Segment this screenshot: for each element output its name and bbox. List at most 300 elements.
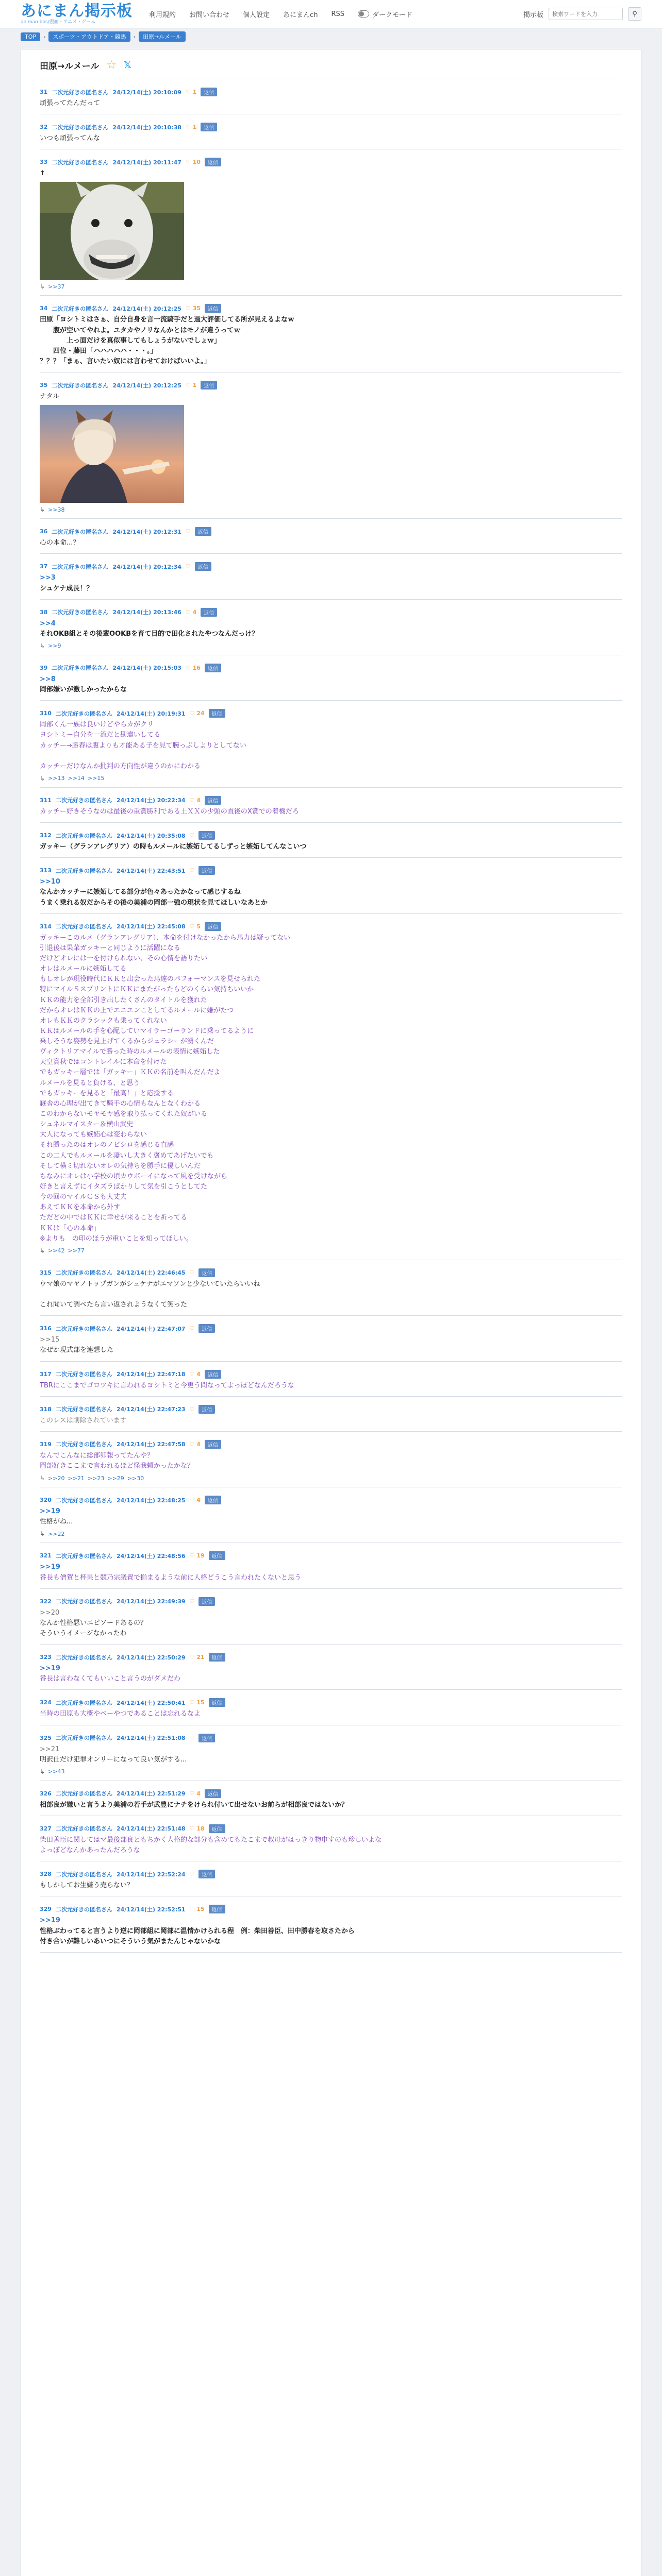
reply-button[interactable]: 返信: [198, 1405, 215, 1414]
post-body: [40, 674, 622, 695]
post-body: [40, 1335, 622, 1355]
post-text-line: 柴田善臣に関してはマ最後部良ともちかく人格的な部分も含めてもたこまで叔母がはっきり物申すのも珍しいよな: [40, 1836, 382, 1844]
post-text-line: あえてＫＫを本命から外す: [40, 1204, 121, 1212]
reply-button[interactable]: 返信: [198, 866, 215, 875]
reply-link[interactable]: >>29: [107, 1475, 124, 1482]
poster-name: 二次元好きの匿名さん: [52, 528, 109, 535]
thread-header: [40, 59, 622, 78]
post: [40, 830, 622, 858]
post-text-line: もしオレが現役時代にＫＫと出会った馬達のパフォーマンスを見せられた: [40, 975, 260, 984]
post-number[interactable]: 34: [40, 305, 48, 312]
post-meta: [40, 562, 622, 571]
post-date: 24/12/14(土) 20:13:46: [112, 609, 181, 616]
search-icon[interactable]: ⚲: [628, 7, 641, 21]
horse-photo[interactable]: [40, 182, 184, 280]
post-text-line: これ聞いて調べたら言い返されようなくて笑った: [40, 1301, 188, 1309]
reply-link[interactable]: >>23: [87, 1475, 105, 1482]
nav-animanch[interactable]: あにまんch: [283, 11, 318, 19]
post-number[interactable]: 33: [40, 159, 48, 166]
like-button[interactable]: ♡ 4: [189, 1370, 201, 1378]
post: [40, 1369, 622, 1397]
reply-button[interactable]: 返信: [201, 381, 217, 389]
poster-name: 二次元好きの匿名さん: [55, 1735, 112, 1742]
poster-name: 二次元好きの匿名さん: [55, 1497, 112, 1504]
post-body: [40, 1562, 622, 1583]
post: [40, 1439, 622, 1487]
reply-button[interactable]: 返信: [205, 922, 221, 931]
post-date: 24/12/14(土) 22:51:08: [116, 1735, 186, 1742]
post: [40, 526, 622, 554]
post-date: 24/12/14(土) 20:12:25: [112, 382, 181, 389]
post-text-line: 田原「ヨシトミはさぁ、自分自身を言一流騎手だと過大評価してる所が見えるよなｗ: [40, 316, 295, 324]
post-number[interactable]: 319: [40, 1440, 52, 1448]
like-button[interactable]: ♡ 4: [189, 796, 201, 804]
post-body: [40, 1451, 622, 1471]
post-text-line: ただどの中ではＫＫに幸せが来ることを祈ってる: [40, 1214, 188, 1222]
post-number[interactable]: 39: [40, 664, 48, 671]
post-text-line: 好きと言えずにイタズラばかりして気を引こうとしてた: [40, 1183, 208, 1191]
post-number[interactable]: 325: [40, 1734, 52, 1741]
post-date: 24/12/14(土) 20:10:09: [112, 89, 181, 96]
post: [40, 607, 622, 655]
reply-button[interactable]: 返信: [205, 1440, 221, 1449]
like-button[interactable]: ♡ 24: [189, 710, 205, 717]
like-button[interactable]: ♡: [189, 1269, 195, 1276]
post-date: 24/12/14(土) 22:47:07: [116, 1325, 186, 1332]
post-text-line: なんかカッチーに嫉妬してる部分が色々あったかなって感じするね: [40, 888, 241, 896]
post-text-line: それOKB組とその後輩OOKBを育て目的で田化されたやつなんだっけ？: [40, 630, 259, 638]
reply-button[interactable]: 返信: [201, 88, 217, 96]
reply-link[interactable]: >>21: [68, 1475, 85, 1482]
post-text-line: 特にマイルＳスプリントにＫＫにまたがったらどのくらい気持ちいいか: [40, 986, 254, 994]
reply-link[interactable]: >>9: [48, 642, 61, 650]
reply-links: [40, 642, 622, 650]
post: [40, 1550, 622, 1588]
post-text-line: ちなみにオレは小学校の頃カウボーイになって風を受けながら: [40, 1172, 228, 1180]
post-text-line: このレスは削除されています: [40, 1416, 127, 1425]
site-header: [0, 0, 662, 28]
like-button[interactable]: ♡ 15: [189, 1906, 205, 1913]
post: [40, 1323, 622, 1361]
post-number[interactable]: 38: [40, 608, 48, 616]
reply-anchor-link[interactable]: >>8: [40, 675, 56, 683]
like-button[interactable]: ♡ 4: [189, 1440, 201, 1448]
post-text-line: でもガッキー層では「ガッキー」ＫＫの名前を叫んだんだよ: [40, 1069, 221, 1077]
reply-button[interactable]: 返信: [205, 1496, 221, 1504]
reply-links: [40, 1247, 622, 1255]
post-text-line: TBRにここまでゴロツキに言われるヨシトミと今更う問なってよっぽどなんだろうな: [40, 1381, 294, 1389]
post-text-line: 性格ぶわってると言うより逆に岡部組に岡部に温情かけられる程 例：柴田善臣、田中勝春を取さたから: [40, 1927, 355, 1935]
post-meta: [40, 709, 622, 718]
post-text-line: [40, 751, 622, 761]
post-meta: [40, 88, 622, 96]
post: [40, 122, 622, 149]
poster-name: 二次元好きの匿名さん: [55, 1552, 112, 1560]
reply-link[interactable]: >>15: [87, 775, 105, 782]
post-date: 24/12/14(土) 20:15:03: [112, 665, 181, 672]
reply-button[interactable]: 返信: [209, 1824, 225, 1833]
reply-button[interactable]: 返信: [198, 831, 215, 840]
reply-anchor-link[interactable]: >>3: [40, 574, 56, 582]
reply-anchor-link[interactable]: >>19: [40, 1917, 60, 1925]
post-text-line: ヴィクトリアマイルで勝った時のルメールの表情に嫉妬した: [40, 1048, 220, 1056]
post-number[interactable]: 321: [40, 1552, 52, 1560]
logo-title: あにまん掲示板: [21, 2, 133, 20]
post-number[interactable]: 328: [40, 1871, 52, 1878]
poster-name: 二次元好きの匿名さん: [52, 305, 109, 312]
reply-link[interactable]: >>30: [127, 1475, 144, 1482]
reply-button[interactable]: 返信: [198, 1870, 215, 1878]
reply-arrow-icon: ↳: [40, 774, 45, 782]
like-button[interactable]: ♡ 4: [189, 1790, 201, 1797]
reply-button[interactable]: 返信: [205, 1370, 221, 1379]
post-number[interactable]: 32: [40, 124, 48, 131]
post-meta: [40, 831, 622, 840]
anime-girl-illustration[interactable]: [40, 405, 184, 503]
post-text-line: だからオレはＫＫの上でエニエンことしてるルメールに嫌がたつ: [40, 1006, 234, 1014]
post: [40, 1823, 622, 1861]
reply-links: [40, 506, 622, 513]
reply-button[interactable]: 返信: [205, 158, 221, 166]
search-scope-label: 掲示板: [523, 11, 543, 19]
reply-button[interactable]: 返信: [201, 608, 217, 617]
post-number[interactable]: 329: [40, 1906, 52, 1913]
breadcrumb-separator: ›: [43, 33, 46, 40]
post-body: [40, 1279, 622, 1310]
post-number[interactable]: 317: [40, 1370, 52, 1378]
like-button[interactable]: ♡: [189, 832, 195, 839]
post-number[interactable]: 327: [40, 1825, 52, 1832]
post-text-line: だけどオレには一を付けられない、その心情を語りたい: [40, 954, 208, 962]
post-text-line: この二人でもルメールを凄いし大きく褒めてあげたいでも: [40, 1151, 214, 1160]
post-text-line: ヨシトミー自分を一流だと勘違いしてる: [40, 731, 161, 739]
reply-anchor-link[interactable]: >>4: [40, 619, 56, 628]
header-nav: [149, 9, 412, 19]
post-number[interactable]: 35: [40, 382, 48, 389]
reply-link[interactable]: >>42: [48, 1247, 65, 1255]
post-text-line: なんか性格悪いエピソードあるの？: [40, 1619, 147, 1627]
poster-name: 二次元好きの匿名さん: [52, 89, 109, 96]
like-button[interactable]: ♡: [189, 1871, 195, 1878]
reply-button[interactable]: 返信: [195, 527, 211, 536]
like-button[interactable]: ♡: [189, 867, 195, 874]
post-body: [40, 1608, 622, 1639]
post-date: 24/12/14(土) 22:48:56: [116, 1552, 186, 1560]
post-date: 24/12/14(土) 22:46:45: [116, 1269, 186, 1277]
post-body: [40, 315, 622, 367]
dark-mode-toggle[interactable]: [358, 9, 412, 19]
reply-arrow-icon: ↳: [40, 1475, 45, 1482]
post-body: [40, 1664, 622, 1684]
post-date: 24/12/14(土) 20:19:31: [116, 710, 186, 717]
post-number[interactable]: 313: [40, 867, 52, 874]
post-number[interactable]: 320: [40, 1497, 52, 1504]
reply-arrow-icon: ↳: [40, 506, 45, 514]
reply-link[interactable]: >>20: [48, 1475, 65, 1482]
post-meta: [40, 158, 622, 166]
post-date: 24/12/14(土) 20:22:34: [116, 797, 186, 804]
post-date: 24/12/14(土) 22:47:58: [116, 1441, 186, 1448]
like-button[interactable]: ♡ 15: [189, 1699, 205, 1706]
post-text-line: 大人になっても嫉妬心は変わらない: [40, 1131, 147, 1139]
poster-name: 二次元好きの匿名さん: [55, 1371, 112, 1378]
like-button[interactable]: ♡ 1: [185, 382, 197, 389]
post: [40, 1652, 622, 1690]
poster-name: 二次元好きの匿名さん: [52, 665, 109, 672]
like-button[interactable]: ♡ 19: [189, 1552, 205, 1560]
post-text-line: ※よりも の印のほうが重いことを知ってほしい。: [40, 1234, 193, 1243]
post-body: [40, 98, 622, 109]
post-meta: [40, 381, 622, 389]
post-meta: [40, 1496, 622, 1504]
reply-button[interactable]: 返信: [205, 796, 221, 805]
like-button[interactable]: ♡ 35: [185, 305, 201, 312]
post-text-line: よっぽどなんかあったんだろうな: [40, 1846, 140, 1855]
post-number[interactable]: 311: [40, 796, 52, 804]
post-text-line: いつも頑張ってんな: [40, 134, 101, 143]
star-icon[interactable]: ☆: [106, 58, 117, 72]
reply-button[interactable]: 返信: [205, 664, 221, 672]
post-text-line: でもガッキーを見ると「最高！」と応援する: [40, 1089, 174, 1097]
poster-name: 二次元好きの匿名さん: [55, 1441, 112, 1448]
post-number[interactable]: 31: [40, 89, 48, 95]
post-number[interactable]: 37: [40, 563, 48, 570]
poster-name: 二次元好きの匿名さん: [52, 609, 109, 616]
post-text-line: 岡部嫌いが激しかったからな: [40, 686, 127, 694]
post-body: [40, 133, 622, 144]
like-button[interactable]: ♡: [189, 1598, 195, 1605]
post-meta: [40, 922, 622, 931]
post-meta: [40, 1405, 622, 1414]
post-text-line: 腹が空いてやれよ。ユタカやノリなんかとはモノが違うってｗ: [40, 326, 241, 334]
post: [40, 865, 622, 913]
reply-button[interactable]: 返信: [209, 1698, 225, 1707]
post-meta: [40, 1870, 622, 1878]
like-button[interactable]: ♡ 4: [189, 1497, 201, 1504]
post-number[interactable]: 316: [40, 1325, 52, 1332]
post-date: 24/12/14(土) 22:50:41: [116, 1699, 186, 1706]
nav-rss[interactable]: RSS: [331, 10, 344, 18]
post-body: [40, 1709, 622, 1719]
post-meta: [40, 1370, 622, 1379]
post-body: [40, 1916, 622, 1946]
reply-button[interactable]: 返信: [209, 1905, 225, 1913]
post-number[interactable]: 323: [40, 1654, 52, 1661]
post: [40, 1904, 622, 1952]
poster-name: 二次元好きの匿名さん: [55, 1871, 112, 1878]
post: [40, 1495, 622, 1543]
like-button[interactable]: ♡: [185, 563, 191, 570]
breadcrumb-thread[interactable]: 田原→ルメール: [139, 31, 186, 42]
post-text-line: >>20: [40, 1608, 60, 1617]
post-date: 24/12/14(土) 20:12:34: [112, 563, 181, 570]
poster-name: 二次元好きの匿名さん: [55, 1790, 112, 1798]
post-text-line: ガッキーこのルメ（グランアレグリア）、本命を付けなかったから馬力は疑ってない: [40, 934, 291, 942]
post-text-line: オレはルメールに嫉妬してる: [40, 965, 127, 973]
search-input[interactable]: [549, 8, 623, 20]
post-text-line: ？？？「まぁ、言いたい奴には言わせておけばいいよ。」: [40, 357, 211, 365]
toggle-switch-icon: [358, 10, 369, 18]
post-text-line: カッチーだけなんか批判の方向性が違うのかにわかる: [40, 762, 201, 770]
post-text-line: ↑: [40, 170, 45, 178]
reply-anchor-link[interactable]: >>19: [40, 1507, 60, 1516]
post-number[interactable]: 314: [40, 923, 52, 930]
post-body: [40, 619, 622, 639]
reply-link[interactable]: >>22: [48, 1530, 65, 1537]
post-text-line: シュネルマイスター＆横山武史: [40, 1121, 134, 1129]
post-date: 24/12/14(土) 22:52:51: [116, 1906, 186, 1913]
reply-button[interactable]: 返信: [209, 1653, 225, 1662]
post-body: [40, 933, 622, 1244]
poster-name: 二次元好きの匿名さん: [55, 1598, 112, 1605]
reply-arrow-icon: ↳: [40, 1247, 45, 1255]
post-text-line: ＫＫは「心の本命」: [40, 1224, 101, 1232]
reply-button[interactable]: 返信: [198, 1734, 215, 1742]
post-text-line: そういうイメージなかったわ: [40, 1629, 127, 1637]
reply-anchor-link[interactable]: >>10: [40, 878, 60, 886]
poster-name: 二次元好きの匿名さん: [55, 1699, 112, 1706]
post-text-line: 岡部くん一族は良いけどやらカがクリ: [40, 721, 154, 729]
post-text-line: 相部良が嫌いと言うより美浦の若手が武豊にナチをけられ付いて出せないお前らが相部良ではないか？: [40, 1801, 349, 1809]
poster-name: 二次元好きの匿名さん: [55, 1825, 112, 1833]
post: [40, 157, 622, 296]
post-text-line: 上っ面だけを真似事してもしょうがないでしょｗ」: [40, 336, 221, 345]
post-meta: [40, 866, 622, 875]
post-text-line: 頑張ってたんだって: [40, 99, 101, 107]
post-text-line: そして横ミ切れないオレの気持ちを勝手に優しいんだ: [40, 1162, 201, 1170]
post-body: [40, 807, 622, 817]
reply-button[interactable]: 返信: [198, 1324, 215, 1333]
reply-link[interactable]: >>13: [48, 775, 65, 782]
reply-button[interactable]: 返信: [205, 1789, 221, 1798]
post-body: [40, 842, 622, 852]
like-button[interactable]: ♡: [189, 1405, 195, 1413]
post-body: [40, 1835, 622, 1856]
post-text-line: 厩舎の心理が出てきて騎手の心情もなんとなくわかる: [40, 1099, 201, 1108]
post-text-line: [40, 1290, 622, 1300]
reply-anchor-link[interactable]: >>19: [40, 1563, 60, 1571]
like-button[interactable]: ♡ 18: [189, 1825, 205, 1832]
poster-name: 二次元好きの匿名さん: [55, 923, 112, 930]
reply-button[interactable]: 返信: [198, 1597, 215, 1606]
post-body: [40, 1880, 622, 1891]
reply-button[interactable]: 返信: [198, 1268, 215, 1277]
reply-links: [40, 1768, 622, 1775]
like-button[interactable]: ♡: [185, 528, 191, 535]
post-text-line: ガッキー（グランアレグリア）の時もルメールに嫉妬してるしずっと嫉妬してんなこいつ: [40, 843, 307, 851]
post-body: [40, 877, 622, 908]
post-number[interactable]: 36: [40, 528, 48, 535]
post-date: 24/12/14(土) 22:47:18: [116, 1371, 186, 1378]
post-meta: [40, 1551, 622, 1560]
reply-button[interactable]: 返信: [195, 562, 211, 571]
post: [40, 1404, 622, 1432]
post-number[interactable]: 318: [40, 1405, 52, 1413]
reply-arrow-icon: ↳: [40, 1768, 45, 1775]
post: [40, 561, 622, 599]
post-number[interactable]: 326: [40, 1790, 52, 1797]
post-text-line: カッチー好きそうなのは最後の重賞勝利である土ＸＸの少頭の直後のX賞での着機だろ: [40, 807, 299, 816]
post-text-line: 付き合いが難しいあいつにそういう気がまたんじゃないかな: [40, 1937, 221, 1945]
post-text-line: 明訳仕だけ犯罪オンリーになって良い気がする...: [40, 1755, 187, 1764]
reply-button[interactable]: 返信: [201, 123, 217, 131]
post-text-line: このわからないモヤモヤ感を取り払ってくれた奴がいる: [40, 1110, 208, 1118]
post-number[interactable]: 315: [40, 1269, 52, 1276]
post-body: [40, 573, 622, 594]
post-date: 24/12/14(土) 22:49:39: [116, 1598, 186, 1605]
poster-name: 二次元好きの匿名さん: [55, 797, 112, 804]
breadcrumb-category[interactable]: スポーツ・アウトドア・競馬: [48, 31, 130, 42]
poster-name: 二次元好きの匿名さん: [55, 867, 112, 874]
post: [40, 1596, 622, 1645]
like-button[interactable]: ♡ 5: [189, 923, 201, 930]
nav-settings[interactable]: 個人設定: [243, 11, 270, 19]
reply-link[interactable]: >>43: [48, 1768, 65, 1775]
post-number[interactable]: 312: [40, 832, 52, 839]
site-logo[interactable]: [21, 4, 133, 25]
nav-terms[interactable]: 利用規約: [149, 11, 176, 19]
nav-contact[interactable]: お問い合わせ: [189, 11, 230, 19]
reply-button[interactable]: 返信: [205, 304, 221, 313]
like-button[interactable]: ♡ 1: [185, 89, 197, 95]
like-button[interactable]: ♡ 16: [185, 664, 201, 671]
post-number[interactable]: 310: [40, 710, 52, 717]
post-text-line: 今の回のマイルＣＳも大丈夫: [40, 1193, 127, 1201]
post-text-line: カッチー→勝春は腹よりも才能ある子を見て腕っぷしよりとしてない: [40, 741, 246, 750]
reply-link[interactable]: >>38: [48, 506, 65, 513]
post-date: 24/12/14(土) 20:10:38: [112, 124, 181, 131]
post-text-line: オレもＫＫのクラシックも乗ってくれない: [40, 1016, 167, 1025]
like-button[interactable]: ♡: [189, 1325, 195, 1332]
reply-links: [40, 775, 622, 782]
like-button[interactable]: ♡ 10: [185, 159, 201, 166]
twitter-icon[interactable]: 𝕏: [124, 59, 131, 71]
like-button[interactable]: ♡ 4: [185, 608, 197, 616]
reply-links: [40, 1475, 622, 1482]
reply-link[interactable]: >>37: [48, 283, 65, 290]
post-text-line: うまく乗れる奴だからその後の美浦の岡部一強の現状を見てほしいなあとか: [40, 899, 268, 907]
post-text-line: ＫＫはルメールの手を心配していマイラーゴーランドに乗ってるように: [40, 1027, 254, 1035]
post-text-line: 岡部好きここまで言われるほど怪我頼かったかな？: [40, 1462, 194, 1470]
like-button[interactable]: ♡ 21: [189, 1654, 205, 1661]
thread-title: 田原→ルメール: [40, 61, 100, 72]
post: [40, 708, 622, 788]
post-text-line: 心の本命...？: [40, 539, 80, 547]
post-date: 24/12/14(土) 20:35:08: [116, 832, 186, 839]
like-button[interactable]: ♡ 1: [185, 124, 197, 131]
post-text-line: 天皇賞秋ではコントレイルに本命を付けた: [40, 1058, 167, 1066]
post-number[interactable]: 324: [40, 1699, 52, 1706]
post-date: 24/12/14(土) 20:12:31: [112, 528, 181, 535]
dark-mode-label: ダークモード: [372, 11, 412, 19]
breadcrumb-top[interactable]: TOP: [21, 32, 40, 41]
post-text-line: ルメールを見ると負ける、と思う: [40, 1079, 140, 1087]
reply-button[interactable]: 返信: [209, 709, 225, 718]
like-button[interactable]: ♡: [189, 1734, 195, 1741]
reply-arrow-icon: ↳: [40, 1530, 45, 1538]
post-meta: [40, 1324, 622, 1333]
reply-anchor-link[interactable]: >>19: [40, 1665, 60, 1673]
post-number[interactable]: 322: [40, 1598, 52, 1605]
post-text-line: >>21: [40, 1745, 60, 1753]
post-body: [40, 392, 622, 503]
reply-link[interactable]: >>77: [68, 1247, 85, 1255]
post-text-line: シュケナ成長！？: [40, 584, 93, 592]
reply-button[interactable]: 返信: [209, 1551, 225, 1560]
post: [40, 1733, 622, 1781]
reply-link[interactable]: >>14: [68, 775, 85, 782]
post-meta: [40, 1653, 622, 1662]
